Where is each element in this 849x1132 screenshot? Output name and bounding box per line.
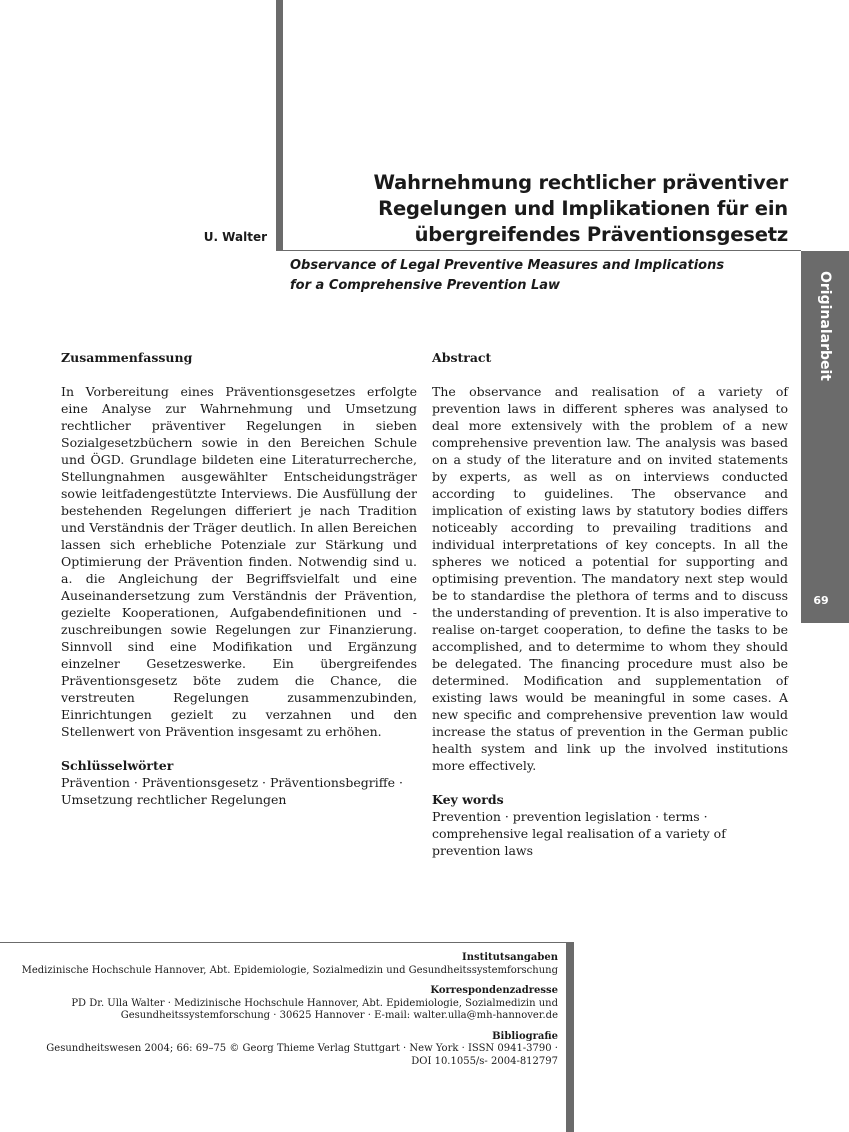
- footer-vertical-rule: [566, 942, 574, 1132]
- english-keywords-heading: Key words: [432, 792, 504, 807]
- bibliography-block: [20, 1031, 558, 1069]
- german-keywords-heading: Schlüsselwörter: [61, 758, 174, 773]
- abstract-heading: Abstract: [432, 350, 492, 365]
- english-title-line: for a Comprehensive Prevention Law: [290, 278, 561, 293]
- institution-text: Medizinische Hochschule Hannover, Abt. Epidemiologie, Sozialmedizin und Gesundheitssystemforschung: [21, 964, 558, 976]
- bibliography-heading: Bibliografie: [492, 1030, 558, 1042]
- institution-heading: Institutsangaben: [462, 952, 558, 963]
- institution-block: [20, 952, 558, 977]
- article-title: [330, 170, 788, 248]
- title-line: übergreifendes Präventionsgesetz: [414, 223, 788, 246]
- bibliography-line: DOI 10.1055/s- 2004-812797: [411, 1055, 558, 1067]
- english-title: [290, 256, 740, 296]
- bibliography-line: Gesundheitswesen 2004; 66: 69–75 © Georg Thieme Verlag Stuttgart · New York · ISSN 0941-3790 ·: [46, 1043, 558, 1054]
- correspondence-line: Gesundheitssystemforschung · 30625 Hannover · E-mail: walter.ulla@mh-hannover.de: [120, 1010, 558, 1021]
- section-side-tab: [801, 251, 849, 623]
- footer-rule: [0, 942, 566, 943]
- german-keywords: Prävention · Präventionsgesetz · Präventionsbegriffe · Umsetzung rechtlicher Regelungen: [61, 775, 403, 807]
- title-line: Wahrnehmung rechtlicher präventiver: [373, 171, 788, 194]
- correspondence-heading: Korrespondenzadresse: [430, 985, 558, 996]
- title-underline-rule: [276, 250, 801, 251]
- zusammenfassung-heading: Zusammenfassung: [61, 350, 193, 365]
- page-number: 69: [813, 594, 829, 607]
- english-abstract-column: [432, 349, 788, 859]
- correspondence-block: [20, 985, 558, 1023]
- english-keywords: Prevention · prevention legislation · terms · comprehensive legal realisation of a variety of prevention laws: [432, 809, 726, 858]
- german-abstract-column: [61, 349, 417, 808]
- abstract-text: The observance and realisation of a variety of prevention laws in different spheres was analysed to deal more extensively with the problem of a new comprehensive prevention law. The analysis was based on a study of the literature and on invited statements by experts, as well as on interviews conducted according to guidelines. The observance and implication of existing laws by statutory bodies differs noticeably according to prevailing traditions and individual interpretations of key concepts. In all the spheres we noticed a potential for supporting and optimising prevention. The mandatory next step would be to standardise the plethora of terms and to discuss the understanding of prevention. It is also imperative to realise on-target cooperation, to define the tasks to be accomplished, and to determime to whom they should be delegated. The financing procedure must also be determined. Modification and supplementation of existing laws would be meaningful in some cases. A new specific and comprehensive prevention law would increase the status of prevention in the German public health system and link up the involved institutions more effectively.: [432, 384, 788, 773]
- header-vertical-rule: [276, 0, 283, 251]
- author-name: U. Walter: [203, 230, 267, 244]
- zusammenfassung-text: In Vorbereitung eines Präventionsgesetzes erfolgte eine Analyse zur Wahrnehmung und Umsetzung rechtlicher präventiver Regelungen in sieben Sozialgesetzbüchern sowie in den Bereichen Schule und ÖGD. Grundlage bildeten eine Literaturrecherche, Stellungnahmen ausgewählter Entscheidungsträger sowie leitfadengestützte Interviews. Die Ausfüllung der bestehenden Regelungen differiert je nach Tradition und Verständnis der Träger deutlich. In allen Bereichen lassen sich erhebliche Potenziale zur Stärkung und Optimierung der Prävention finden. Notwendig sind u. a. die Angleichung der Begriffsvielfalt und eine Auseinandersetzung zum Verständnis der Prävention, gezielte Kooperationen, Aufgabendefinitionen und -zuschreibungen sowie Regelungen zur Finanzierung. Sinnvoll sind eine Modifikation und Ergänzung einzelner Gesetzeswerke. Ein übergreifendes Präventionsgesetz böte zudem die Chance, die verstreuten Regelungen zusammenzubinden, Einrichtungen gezielt zu verzahnen und den Stellenwert von Prävention insgesamt zu erhöhen.: [61, 384, 417, 739]
- english-title-line: Observance of Legal Preventive Measures and Implications: [290, 258, 725, 273]
- article-footer: [20, 952, 558, 1076]
- title-line: Regelungen und Implikationen für ein: [378, 197, 788, 220]
- correspondence-line: PD Dr. Ulla Walter · Medizinische Hochschule Hannover, Abt. Epidemiologie, Sozialmedizin und: [71, 997, 558, 1009]
- article-type-label: Originalarbeit: [817, 271, 833, 381]
